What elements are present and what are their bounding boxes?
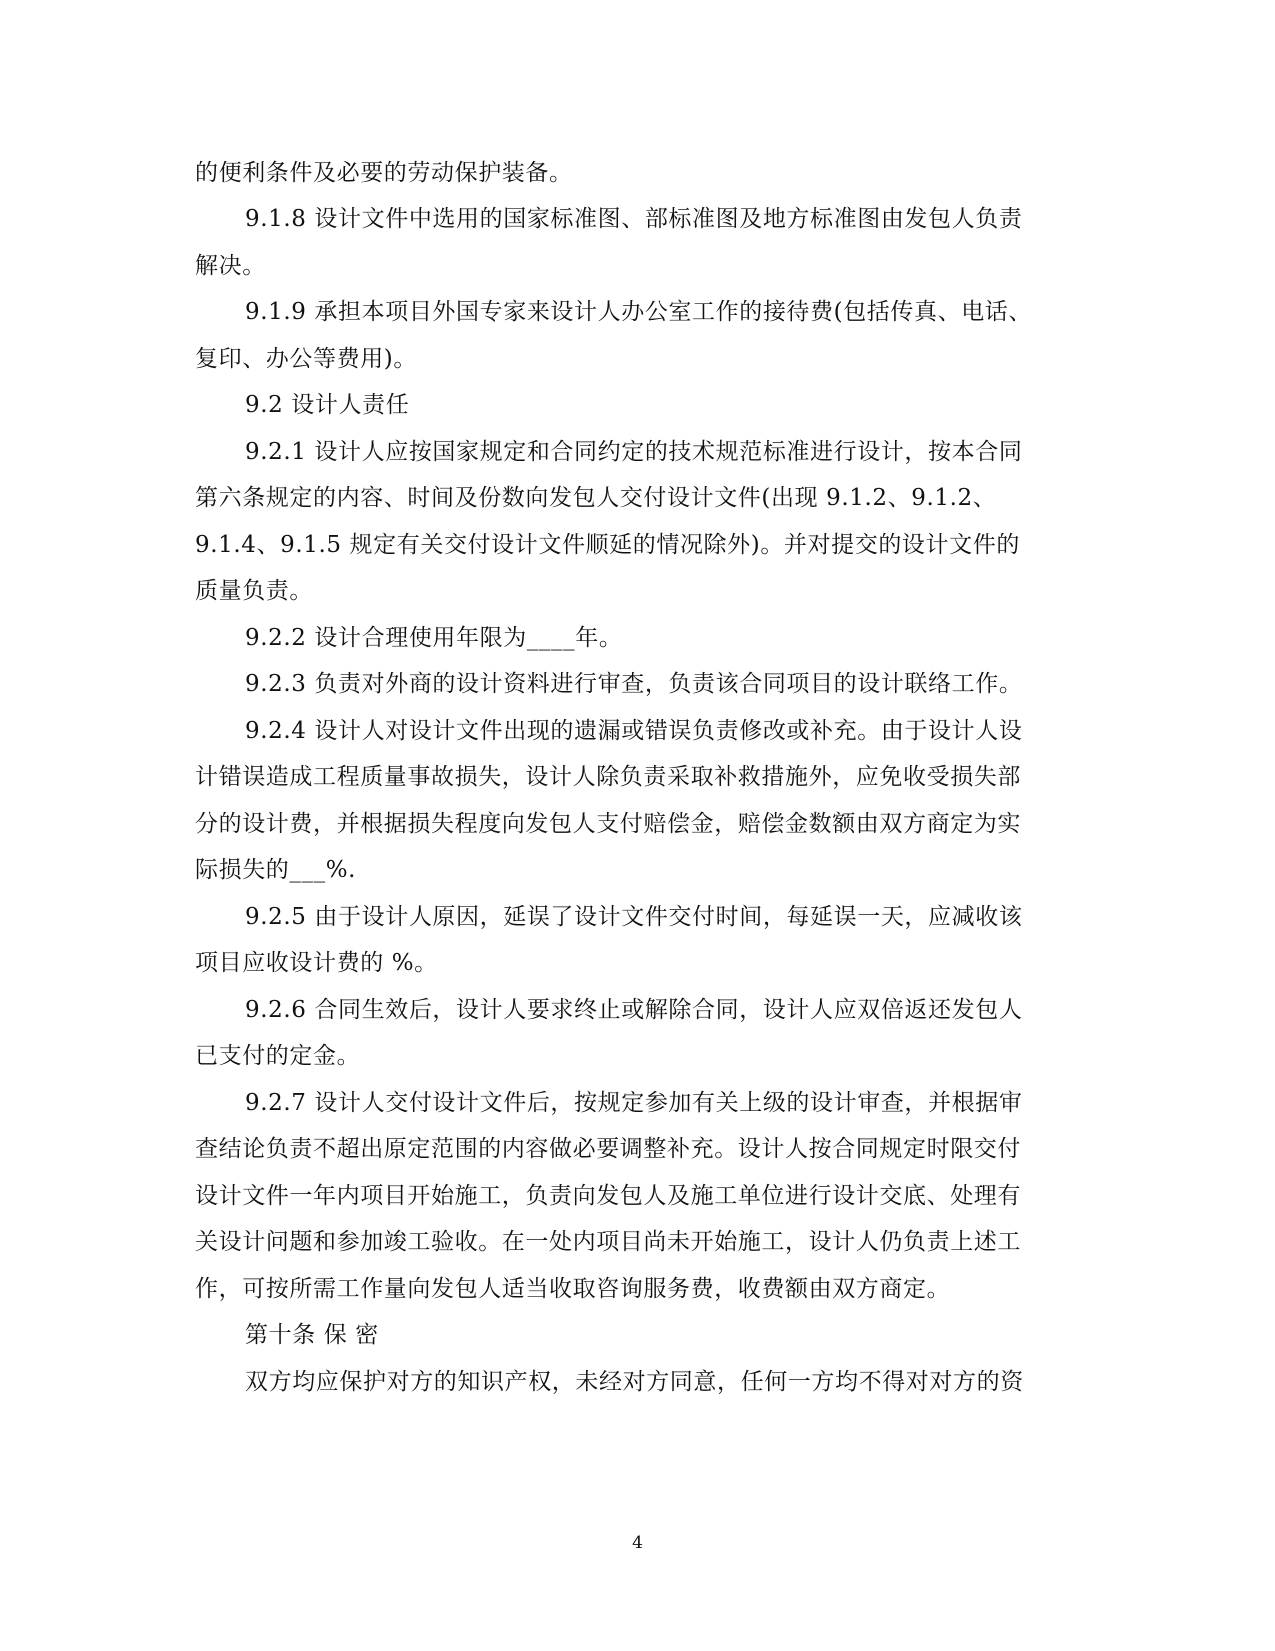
- text-line: 9.1.4、9.1.5 规定有关交付设计文件顺延的情况除外)。并对提交的设计文件的: [195, 532, 1020, 558]
- clause-9-1-9: 9.1.9 承担本项目外国专家来设计人办公室工作的接待费(包括传真、电话、: [245, 299, 1033, 325]
- text-line: 双方均应保护对方的知识产权，未经对方同意，任何一方均不得对对方的资: [245, 1369, 1024, 1395]
- clause-9-2-7: 9.2.7 设计人交付设计文件后，按规定参加有关上级的设计审查，并根据审: [245, 1090, 1023, 1116]
- page-number: 4: [632, 1533, 643, 1553]
- section-heading-9-2: 9.2 设计人责任: [245, 392, 410, 418]
- clause-9-2-6: 9.2.6 合同生效后，设计人要求终止或解除合同，设计人应双倍返还发包人: [245, 997, 1023, 1023]
- clause-9-2-2: 9.2.2 设计合理使用年限为____年。: [245, 625, 623, 651]
- article-10-heading: 第十条 保 密: [245, 1322, 379, 1348]
- text-line: 查结论负责不超出原定范围的内容做必要调整补充。设计人按合同规定时限交付: [195, 1136, 1021, 1162]
- text-line: 计错误造成工程质量事故损失，设计人除负责采取补救措施外，应免收受损失部: [195, 764, 1021, 790]
- text-line: 已支付的定金。: [195, 1043, 361, 1069]
- text-line: 第六条规定的内容、时间及份数向发包人交付设计文件(出现 9.1.2、9.1.2、: [195, 485, 997, 511]
- clause-9-2-1: 9.2.1 设计人应按国家规定和合同约定的技术规范标准进行设计，按本合同: [245, 439, 1023, 465]
- text-line: 项目应收设计费的 %。: [195, 950, 438, 976]
- clause-9-2-5: 9.2.5 由于设计人原因，延误了设计文件交付时间，每延误一天，应减收该: [245, 904, 1023, 930]
- text-line: 解决。: [195, 253, 266, 279]
- text-line: 复印、办公等费用)。: [195, 346, 417, 372]
- text-line: 分的设计费，并根据损失程度向发包人支付赔偿金，赔偿金数额由双方商定为实: [195, 811, 1021, 837]
- clause-9-2-3: 9.2.3 负责对外商的设计资料进行审查，负责该合同项目的设计联络工作。: [245, 671, 1023, 697]
- text-line: 的便利条件及必要的劳动保护装备。: [195, 160, 573, 186]
- text-line: 关设计问题和参加竣工验收。在一处内项目尚未开始施工，设计人仍负责上述工: [195, 1229, 1021, 1255]
- clause-9-2-4: 9.2.4 设计人对设计文件出现的遗漏或错误负责修改或补充。由于设计人设: [245, 718, 1023, 744]
- text-line: 质量负责。: [195, 578, 313, 604]
- clause-9-1-8: 9.1.8 设计文件中选用的国家标准图、部标准图及地方标准图由发包人负责: [245, 206, 1023, 232]
- text-line: 设计文件一年内项目开始施工，负责向发包人及施工单位进行设计交底、处理有: [195, 1183, 1021, 1209]
- text-line: 际损失的___%.: [195, 857, 357, 883]
- text-line: 作，可按所需工作量向发包人适当收取咨询服务费，收费额由双方商定。: [195, 1276, 951, 1302]
